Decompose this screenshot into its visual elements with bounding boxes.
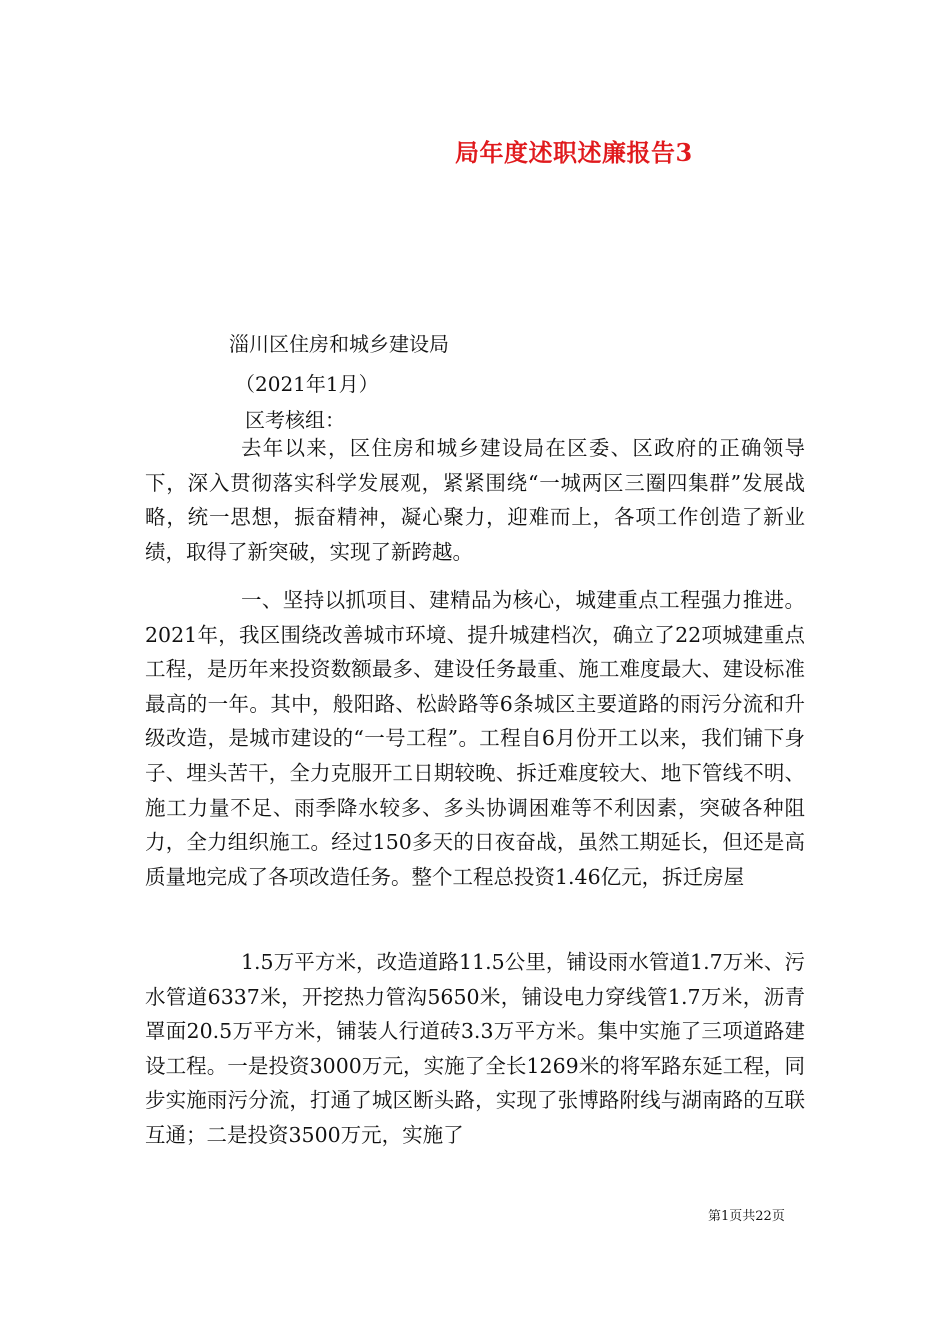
body-paragraph-2-block [145, 583, 805, 894]
body-paragraph-3-block [145, 945, 805, 1153]
salutation-line: 区考核组： [245, 408, 345, 432]
body-paragraph: 1.5万平方米，改造道路11.5公里，铺设雨水管道1.7万米、污水管道6337米，开挖热力管沟5650米，铺设电力穿线管1.7万米，沥青罩面20.5万平方米，铺装人行道砖3.3万平方米。集中实施了三项道路建设工程。一是投资3000万元，实施了全长1269米的将军路东延工程，同步实施雨污分流，打通了城区断头路，实现了张博路附线与湖南路的互联互通；二是投资3500万元，实施了 [145, 950, 805, 1147]
date-line: （2021年1月） [235, 372, 379, 396]
body-paragraph: 一、坚持以抓项目、建精品为核心，城建重点工程强力推进。2021年，我区围绕改善城市环境、提升城建档次，确立了22项城建重点工程，是历年来投资数额最多、建设任务最重、施工难度最大、建设标准最高的一年。其中，般阳路、松龄路等6条城区主要道路的雨污分流和升级改造，是城市建设的“一号工程”。工程自6月份开工以来，我们铺下身子、埋头苦干，全力克服开工日期较晚、拆迁难度较大、地下管线不明、施工力量不足、雨季降水较多、多头协调困难等不利因素，突破各种阻力，全力组织施工。经过150多天的日夜奋战，虽然工期延长，但还是高质量地完成了各项改造任务。整个工程总投资1.46亿元，拆迁房屋 [145, 588, 805, 889]
body-paragraph-1-block [145, 431, 805, 569]
organization-line: 淄川区住房和城乡建设局 [229, 332, 449, 356]
page-footer: 第1页共22页 [708, 1209, 785, 1224]
document-title: 局年度述职述廉报告3 [455, 138, 693, 167]
body-paragraph: 去年以来，区住房和城乡建设局在区委、区政府的正确领导下，深入贯彻落实科学发展观，紧紧围绕“一城两区三圈四集群”发展战略，统一思想，振奋精神，凝心聚力，迎难而上，各项工作创造了新业绩，取得了新突破，实现了新跨越。 [145, 436, 805, 564]
